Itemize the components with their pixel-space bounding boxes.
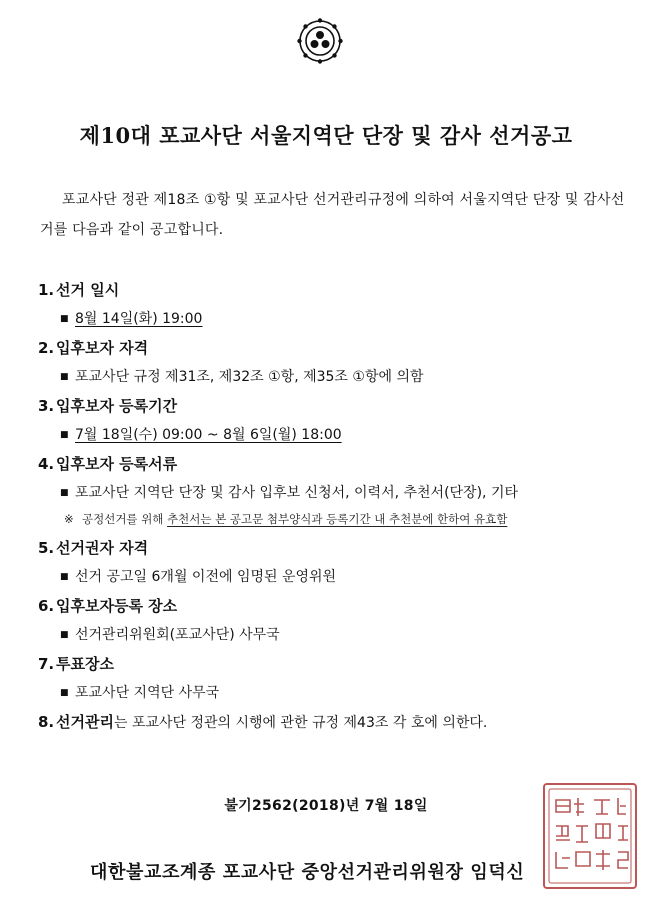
list-item: ■ 7월 18일(수) 09:00 ~ 8월 6일(월) 18:00 bbox=[38, 421, 628, 450]
intro-paragraph: 포교사단 정관 제18조 ①항 및 포교사단 선거관리규정에 의하여 서울지역단 단장 및 감사선거를 다음과 같이 공고합니다. bbox=[40, 192, 625, 238]
section-heading: 7. 투표장소 bbox=[38, 655, 114, 673]
bullet-icon: ■ bbox=[60, 488, 69, 498]
list-item: ■ 포교사단 규정 제31조, 제32조 ①항, 제35조 ①항에 의함 bbox=[38, 363, 628, 392]
section-heading: 3. 입후보자 등록기간 bbox=[38, 397, 178, 415]
section-6 bbox=[38, 592, 628, 650]
bullet-icon: ■ bbox=[60, 314, 69, 324]
dharma-wheel-emblem-icon bbox=[297, 18, 343, 64]
section-heading: 5. 선거권자 자격 bbox=[38, 539, 149, 557]
list-item: ■ 포교사단 지역단 사무국 bbox=[38, 679, 628, 708]
announcement-date: 불기2562(2018)년 7월 18일 bbox=[224, 798, 428, 814]
section-heading: 6. 입후보자등록 장소 bbox=[38, 597, 178, 615]
section-8: 8. 선거관리는 포교사단 정관의 시행에 관한 규정 제43조 각 호에 의한다. bbox=[38, 713, 488, 731]
sections-list bbox=[38, 276, 628, 737]
official-seal-icon bbox=[540, 780, 640, 892]
section-4 bbox=[38, 450, 628, 534]
section-heading: 1. 선거 일시 bbox=[38, 281, 120, 299]
section-heading: 2. 입후보자 자격 bbox=[38, 339, 149, 357]
page-title: 제10대 포교사단 서울지역단 단장 및 감사 선거공고 bbox=[79, 123, 573, 148]
bullet-icon: ■ bbox=[60, 372, 69, 382]
section-7 bbox=[38, 650, 628, 708]
list-item: ■ 선거관리위원회(포교사단) 사무국 bbox=[38, 621, 628, 650]
list-item: ■ 포교사단 지역단 단장 및 감사 입후보 신청서, 이력서, 추천서(단장), 기타 bbox=[38, 479, 628, 508]
note: ※ 공정선거를 위해 추천서는 본 공고문 첨부양식과 등록기간 내 추천분에 한하여 유효함 bbox=[64, 512, 508, 526]
bullet-icon: ■ bbox=[60, 430, 69, 440]
list-item: ■ 8월 14일(화) 19:00 bbox=[38, 305, 628, 334]
bullet-icon: ■ bbox=[60, 688, 69, 698]
section-2 bbox=[38, 334, 628, 392]
list-item: ■ 선거 공고일 6개월 이전에 임명된 운영위원 bbox=[38, 563, 628, 592]
section-heading: 4. 입후보자 등록서류 bbox=[38, 455, 178, 473]
section-3 bbox=[38, 392, 628, 450]
signature-line: 대한불교조계종 포교사단 중앙선거관리위원장 임덕신 bbox=[90, 862, 525, 883]
bullet-icon: ■ bbox=[60, 630, 69, 640]
section-5 bbox=[38, 534, 628, 592]
section-1 bbox=[38, 276, 628, 334]
bullet-icon: ■ bbox=[60, 572, 69, 582]
